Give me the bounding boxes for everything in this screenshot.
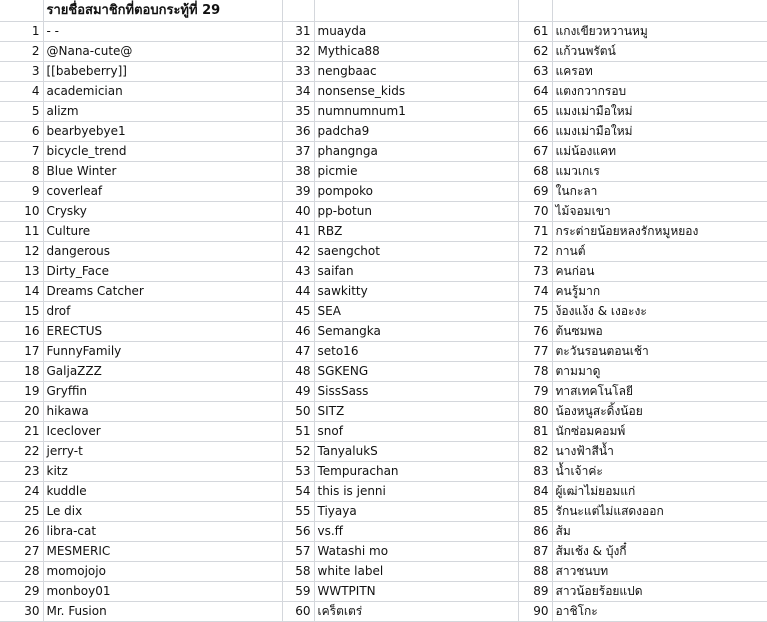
row-number-cell[interactable]: 52 [282, 442, 314, 462]
row-number-cell[interactable]: 57 [282, 542, 314, 562]
row-number-cell[interactable]: 19 [0, 382, 43, 402]
cell[interactable] [552, 0, 767, 22]
row-number-cell[interactable]: 49 [282, 382, 314, 402]
row-number-cell[interactable]: 2 [0, 42, 43, 62]
member-name-cell[interactable]: สาวน้อยร้อยแปด [552, 582, 767, 602]
table-row [0, 342, 767, 362]
row-number-cell[interactable]: 9 [0, 182, 43, 202]
row-number-cell[interactable]: 28 [0, 562, 43, 582]
member-name-cell[interactable]: แมวเกเร [552, 162, 767, 182]
member-name-cell[interactable]: Gryffin [43, 382, 282, 402]
row-number-cell[interactable]: 53 [282, 462, 314, 482]
table-row [0, 442, 767, 462]
row-number-cell[interactable]: 14 [0, 282, 43, 302]
row-number-cell[interactable]: 33 [282, 62, 314, 82]
member-name-cell[interactable]: Tempurachan [314, 462, 518, 482]
member-name-cell[interactable]: แมงเม่ามือใหม่ [552, 122, 767, 142]
row-number-cell[interactable]: 62 [518, 42, 552, 62]
row-number-cell[interactable]: 82 [518, 442, 552, 462]
member-name-cell[interactable]: แม่น้องแคท [552, 142, 767, 162]
member-name-cell[interactable]: white label [314, 562, 518, 582]
row-number-cell[interactable]: 61 [518, 22, 552, 42]
table-row [0, 382, 767, 402]
member-name-cell[interactable]: jerry-t [43, 442, 282, 462]
table-row [0, 182, 767, 202]
member-name-cell[interactable]: RBZ [314, 222, 518, 242]
row-number-cell[interactable]: 15 [0, 302, 43, 322]
table-row [0, 42, 767, 62]
row-number-cell[interactable]: 56 [282, 522, 314, 542]
row-number-cell[interactable]: 21 [0, 422, 43, 442]
row-number-cell[interactable]: 12 [0, 242, 43, 262]
member-name-cell[interactable]: กระต่ายน้อยหลงรักหมูหยอง [552, 222, 767, 242]
member-name-cell[interactable]: Dreams Catcher [43, 282, 282, 302]
table-row [0, 202, 767, 222]
member-name-cell[interactable]: this is jenni [314, 482, 518, 502]
member-name-cell[interactable]: ง้องแง้ง & เงอะงะ [552, 302, 767, 322]
row-number-cell[interactable]: 67 [518, 142, 552, 162]
member-name-cell[interactable]: ไม้จอมเขา [552, 202, 767, 222]
member-name-cell[interactable]: น้องหนูสะดิ้งน้อย [552, 402, 767, 422]
member-name-cell[interactable]: Crysky [43, 202, 282, 222]
member-name-cell[interactable]: dangerous [43, 242, 282, 262]
member-name-cell[interactable]: ทาสเทคโนโลยี [552, 382, 767, 402]
cell[interactable] [0, 0, 43, 22]
row-number-cell[interactable]: 30 [0, 602, 43, 622]
member-name-cell[interactable]: vs.ff [314, 522, 518, 542]
row-number-cell[interactable]: 66 [518, 122, 552, 142]
row-number-cell[interactable]: 75 [518, 302, 552, 322]
row-number-cell[interactable]: 63 [518, 62, 552, 82]
row-number-cell[interactable]: 77 [518, 342, 552, 362]
member-name-cell[interactable]: phangnga [314, 142, 518, 162]
row-number-cell[interactable]: 41 [282, 222, 314, 242]
row-number-cell[interactable]: 37 [282, 142, 314, 162]
row-number-cell[interactable]: 1 [0, 22, 43, 42]
member-name-cell[interactable]: hikawa [43, 402, 282, 422]
row-number-cell[interactable]: 80 [518, 402, 552, 422]
row-number-cell[interactable]: 87 [518, 542, 552, 562]
member-name-cell[interactable]: seto16 [314, 342, 518, 362]
member-name-cell[interactable]: TanyalukS [314, 442, 518, 462]
member-name-cell[interactable]: momojojo [43, 562, 282, 582]
row-number-cell[interactable]: 76 [518, 322, 552, 342]
member-name-cell[interactable]: Culture [43, 222, 282, 242]
title-row [0, 0, 767, 22]
member-name-cell[interactable]: pp-botun [314, 202, 518, 222]
member-name-cell[interactable]: Iceclover [43, 422, 282, 442]
member-name-cell[interactable]: muayda [314, 22, 518, 42]
member-name-cell[interactable]: รักนะแต่ไม่แสดงออก [552, 502, 767, 522]
row-number-cell[interactable]: 25 [0, 502, 43, 522]
row-number-cell[interactable]: 58 [282, 562, 314, 582]
table-row [0, 22, 767, 42]
table-row [0, 482, 767, 502]
table-row [0, 422, 767, 442]
member-name-cell[interactable]: นางฟ้าสีน้ำ [552, 442, 767, 462]
row-number-cell[interactable]: 40 [282, 202, 314, 222]
table-row [0, 362, 767, 382]
table-row [0, 462, 767, 482]
member-name-cell[interactable]: กานต์ [552, 242, 767, 262]
row-number-cell[interactable]: 27 [0, 542, 43, 562]
member-name-cell[interactable]: kuddle [43, 482, 282, 502]
member-name-cell[interactable]: bearbyebye1 [43, 122, 282, 142]
table-row [0, 402, 767, 422]
table-row [0, 142, 767, 162]
cell[interactable] [282, 0, 314, 22]
member-name-cell[interactable]: คนก่อน [552, 262, 767, 282]
row-number-cell[interactable]: 60 [282, 602, 314, 622]
cell[interactable] [314, 0, 518, 22]
member-name-cell[interactable]: snof [314, 422, 518, 442]
member-name-cell[interactable]: สาวชนบท [552, 562, 767, 582]
row-number-cell[interactable]: 22 [0, 442, 43, 462]
member-name-cell[interactable]: แครอท [552, 62, 767, 82]
member-name-cell[interactable]: นักซ่อมคอมพ์ [552, 422, 767, 442]
row-number-cell[interactable]: 88 [518, 562, 552, 582]
row-number-cell[interactable]: 64 [518, 82, 552, 102]
member-name-cell[interactable]: อาชิโกะ [552, 602, 767, 622]
member-name-cell[interactable]: saifan [314, 262, 518, 282]
row-number-cell[interactable]: 86 [518, 522, 552, 542]
row-number-cell[interactable]: 84 [518, 482, 552, 502]
row-number-cell[interactable]: 51 [282, 422, 314, 442]
row-number-cell[interactable]: 44 [282, 282, 314, 302]
member-name-cell[interactable]: น้ำเจ้าค่ะ [552, 462, 767, 482]
row-number-cell[interactable]: 29 [0, 582, 43, 602]
member-name-cell[interactable]: ต้นซมพอ [552, 322, 767, 342]
row-number-cell[interactable]: 11 [0, 222, 43, 242]
row-number-cell[interactable]: 79 [518, 382, 552, 402]
cell[interactable] [518, 0, 552, 22]
member-name-cell[interactable]: picmie [314, 162, 518, 182]
member-name-cell[interactable]: Tiyaya [314, 502, 518, 522]
row-number-cell[interactable]: 20 [0, 402, 43, 422]
member-name-cell[interactable]: - - [43, 22, 282, 42]
row-number-cell[interactable]: 85 [518, 502, 552, 522]
member-name-cell[interactable]: numnumnum1 [314, 102, 518, 122]
table-row [0, 282, 767, 302]
member-name-cell[interactable]: Blue Winter [43, 162, 282, 182]
row-number-cell[interactable]: 6 [0, 122, 43, 142]
member-name-cell[interactable]: ตามมาดู [552, 362, 767, 382]
row-number-cell[interactable]: 72 [518, 242, 552, 262]
member-name-cell[interactable]: [[babeberry]] [43, 62, 282, 82]
table-row [0, 542, 767, 562]
member-name-cell[interactable]: nengbaac [314, 62, 518, 82]
row-number-cell[interactable]: 68 [518, 162, 552, 182]
row-number-cell[interactable]: 47 [282, 342, 314, 362]
member-name-cell[interactable]: pompoko [314, 182, 518, 202]
row-number-cell[interactable]: 16 [0, 322, 43, 342]
table-row [0, 242, 767, 262]
member-name-cell[interactable]: drof [43, 302, 282, 322]
table-row [0, 62, 767, 82]
table-row [0, 82, 767, 102]
row-number-cell[interactable]: 23 [0, 462, 43, 482]
table-row [0, 102, 767, 122]
row-number-cell[interactable]: 7 [0, 142, 43, 162]
member-name-cell[interactable]: แมงเม่ามือใหม่ [552, 102, 767, 122]
member-name-cell[interactable]: sawkitty [314, 282, 518, 302]
member-name-cell[interactable]: SITZ [314, 402, 518, 422]
member-name-cell[interactable]: GaljaZZZ [43, 362, 282, 382]
table-row [0, 562, 767, 582]
row-number-cell[interactable]: 35 [282, 102, 314, 122]
member-name-cell[interactable]: SissSass [314, 382, 518, 402]
table-row [0, 322, 767, 342]
row-number-cell[interactable]: 39 [282, 182, 314, 202]
member-name-cell[interactable]: แกงเขียวหวานหมู [552, 22, 767, 42]
member-name-cell[interactable]: Le dix [43, 502, 282, 522]
row-number-cell[interactable]: 10 [0, 202, 43, 222]
member-name-cell[interactable]: ในกะลา [552, 182, 767, 202]
row-number-cell[interactable]: 89 [518, 582, 552, 602]
row-number-cell[interactable]: 34 [282, 82, 314, 102]
row-number-cell[interactable]: 81 [518, 422, 552, 442]
member-name-cell[interactable]: Mythica88 [314, 42, 518, 62]
row-number-cell[interactable]: 3 [0, 62, 43, 82]
member-name-cell[interactable]: alizm [43, 102, 282, 122]
row-number-cell[interactable]: 55 [282, 502, 314, 522]
row-number-cell[interactable]: 42 [282, 242, 314, 262]
member-name-cell[interactable]: MESMERIC [43, 542, 282, 562]
member-name-cell[interactable]: academician [43, 82, 282, 102]
row-number-cell[interactable]: 54 [282, 482, 314, 502]
member-name-cell[interactable]: libra-cat [43, 522, 282, 542]
member-name-cell[interactable]: bicycle_trend [43, 142, 282, 162]
member-name-cell[interactable]: ตะวันรอนตอนเช้า [552, 342, 767, 362]
member-name-cell[interactable]: nonsense_kids [314, 82, 518, 102]
table-row [0, 522, 767, 542]
member-name-cell[interactable]: WWTPITN [314, 582, 518, 602]
member-name-cell[interactable]: SEA [314, 302, 518, 322]
member-name-cell[interactable]: kitz [43, 462, 282, 482]
sheet-title: รายชื่อสมาชิกที่ตอบกระทู้ที่ 29 [46, 3, 221, 18]
member-name-cell[interactable]: ส้มเช้ง & บุ้งกี๋ [552, 542, 767, 562]
member-name-cell[interactable]: padcha9 [314, 122, 518, 142]
row-number-cell[interactable]: 8 [0, 162, 43, 182]
member-name-cell[interactable]: แตงกวากรอบ [552, 82, 767, 102]
row-number-cell[interactable]: 90 [518, 602, 552, 622]
row-number-cell[interactable]: 13 [0, 262, 43, 282]
row-number-cell[interactable]: 31 [282, 22, 314, 42]
row-number-cell[interactable]: 59 [282, 582, 314, 602]
row-number-cell[interactable]: 48 [282, 362, 314, 382]
table-row [0, 262, 767, 282]
row-number-cell[interactable]: 26 [0, 522, 43, 542]
table-row [0, 162, 767, 182]
table-row [0, 122, 767, 142]
member-name-cell[interactable]: @Nana-cute@ [43, 42, 282, 62]
table-row [0, 582, 767, 602]
row-number-cell[interactable]: 45 [282, 302, 314, 322]
row-number-cell[interactable]: 36 [282, 122, 314, 142]
row-number-cell[interactable]: 65 [518, 102, 552, 122]
table-row [0, 222, 767, 242]
row-number-cell[interactable]: 17 [0, 342, 43, 362]
row-number-cell[interactable]: 32 [282, 42, 314, 62]
member-name-cell[interactable]: Mr. Fusion [43, 602, 282, 622]
row-number-cell[interactable]: 78 [518, 362, 552, 382]
row-number-cell[interactable]: 46 [282, 322, 314, 342]
row-number-cell[interactable]: 71 [518, 222, 552, 242]
row-number-cell[interactable]: 73 [518, 262, 552, 282]
row-number-cell[interactable]: 69 [518, 182, 552, 202]
member-name-cell[interactable]: คนรู้มาก [552, 282, 767, 302]
member-name-cell[interactable]: Semangka [314, 322, 518, 342]
row-number-cell[interactable]: 18 [0, 362, 43, 382]
row-number-cell[interactable]: 4 [0, 82, 43, 102]
member-name-cell[interactable]: SGKENG [314, 362, 518, 382]
member-name-cell[interactable]: monboy01 [43, 582, 282, 602]
member-name-cell[interactable]: ส้ม [552, 522, 767, 542]
member-name-cell[interactable]: แก้วนพรัตน์ [552, 42, 767, 62]
row-number-cell[interactable]: 70 [518, 202, 552, 222]
table-row [0, 302, 767, 322]
row-number-cell[interactable]: 43 [282, 262, 314, 282]
member-name-cell[interactable]: ผู้เฒ่าไม่ยอมแก่ [552, 482, 767, 502]
row-number-cell[interactable]: 38 [282, 162, 314, 182]
row-number-cell[interactable]: 74 [518, 282, 552, 302]
member-name-cell[interactable]: coverleaf [43, 182, 282, 202]
row-number-cell[interactable]: 83 [518, 462, 552, 482]
member-name-cell[interactable]: Dirty_Face [43, 262, 282, 282]
member-name-cell[interactable]: FunnyFamily [43, 342, 282, 362]
member-name-cell[interactable]: saengchot [314, 242, 518, 262]
member-name-cell[interactable]: เคร็ตเตร่ [314, 602, 518, 622]
row-number-cell[interactable]: 50 [282, 402, 314, 422]
table-row [0, 502, 767, 522]
member-name-cell[interactable]: ERECTUS [43, 322, 282, 342]
cell[interactable] [43, 0, 282, 22]
row-number-cell[interactable]: 24 [0, 482, 43, 502]
row-number-cell[interactable]: 5 [0, 102, 43, 122]
member-name-cell[interactable]: Watashi mo [314, 542, 518, 562]
